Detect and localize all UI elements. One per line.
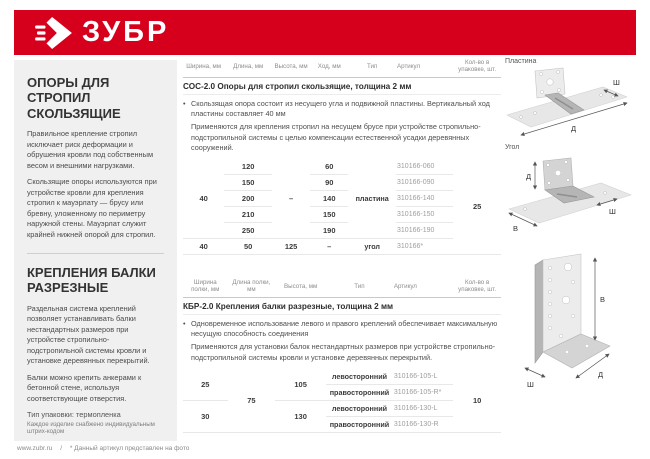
dim-label-width: Ш (613, 78, 620, 87)
cell-type: левосторонний (326, 369, 393, 385)
section1-title: ОПОРЫ ДЛЯ СТРОПИЛ СКОЛЬЗЯЩИЕ (27, 75, 121, 121)
cell-sku: 310166* (396, 239, 453, 255)
cell-stroke: – (310, 239, 348, 255)
packaging-type: Тип упаковки: термопленка (27, 410, 121, 420)
cell-height: – (272, 159, 310, 239)
col-header: Тип (326, 277, 393, 298)
dim-label-height: В (600, 295, 606, 304)
packaging-note: Каждое изделие снабжено индивидуальным штрих-кодом (27, 421, 155, 436)
table-row (183, 159, 501, 175)
cell-flange-width: 30 (183, 400, 228, 432)
product-section-sos (183, 57, 501, 255)
cell-length: 120 (224, 159, 272, 175)
cell-sku: 310166-140 (396, 191, 453, 207)
sidebar-divider (27, 253, 164, 254)
col-header: Ширина, мм (183, 57, 224, 78)
cell-sku: 310166-130-L (393, 400, 453, 416)
cell-qty: 25 (453, 159, 501, 255)
figure-corner-label: Угол (505, 144, 520, 151)
col-header: Ход, мм (310, 57, 348, 78)
col-header: Артикул (396, 57, 453, 78)
col-header: Высота, мм (272, 57, 310, 78)
cell-sku: 310166-190 (396, 223, 453, 239)
cell-length: 200 (224, 191, 272, 207)
figure-corner (505, 144, 636, 238)
cell-stroke: 60 (310, 159, 348, 175)
kbr-table (183, 277, 501, 433)
cell-stroke: 190 (310, 223, 348, 239)
figures-column (505, 58, 636, 406)
col-header: Артикул (393, 277, 453, 298)
table-row (183, 369, 501, 385)
plate-illustration (505, 67, 636, 143)
table-header-row (183, 277, 501, 298)
col-header: Кол-во в упаковке, шт. (453, 277, 501, 298)
cell-type: угол (348, 239, 396, 255)
product-note: Применяются для крепления стропил на несущем брусе при устройстве стропильно-подстропильной системы с целью компенсации естественной усадки деревянных сооружений. (191, 122, 481, 152)
col-header: Тип (348, 57, 396, 78)
cell-sku: 310166-130-R (393, 416, 453, 432)
section2-paragraph-2: Балки можно крепить анкерами к бетонной стене, используя соответствующие отверстия. (27, 372, 142, 403)
cell-type: правосторонний (326, 416, 393, 432)
site-url: www.zubr.ru (17, 445, 53, 452)
figure-plate (505, 58, 636, 144)
product-title-row (183, 298, 501, 315)
product-bullet: • Одновременное использование левого и правого креплений обеспечивает максимальную несущую способность соединения (183, 319, 501, 339)
cell-stroke: 90 (310, 175, 348, 191)
product-notes-row (183, 315, 501, 369)
cell-width: 40 (183, 239, 224, 255)
corner-illustration (505, 153, 636, 239)
product-title: КБР-2.0 Крепления балки разрезные, толщина 2 мм (183, 298, 501, 315)
section1-paragraph-1: Правильное крепление стропил исключает риск деформации и обрушения кровли под собственным весом и внешними нагрузками. (27, 128, 154, 170)
cell-stroke: 150 (310, 207, 348, 223)
col-header: Высота, мм (275, 277, 326, 298)
cell-length: 250 (224, 223, 272, 239)
cell-width: 40 (183, 159, 224, 239)
figure-plate-label: Пластина (505, 58, 537, 65)
cell-sku: 310166-060 (396, 159, 453, 175)
product-title: СОС-2.0 Опоры для стропил скользящие, толщина 2 мм (183, 78, 501, 95)
dim-label-length: Д (526, 172, 532, 181)
cell-stroke: 140 (310, 191, 348, 207)
cell-height: 130 (275, 400, 326, 432)
dim-label-width: Ш (527, 380, 534, 389)
dim-label-height: В (513, 224, 519, 233)
cell-qty: 10 (453, 369, 501, 433)
cell-type: правосторонний (326, 384, 393, 400)
section2-title: КРЕПЛЕНИЯ БАЛКИ РАЗРЕЗНЫЕ (27, 265, 156, 296)
dim-label-width: Ш (609, 207, 616, 216)
cell-type: пластина (348, 159, 396, 239)
cell-sku: 310166-090 (396, 175, 453, 191)
section2-paragraph-1: Раздельная система креплений позволяет устанавливать балки нестандартных размеров при устройстве стропильно-подстропильной системы кровли и установке деревянных перекрытий. (27, 303, 150, 366)
cell-length: 150 (224, 175, 272, 191)
sidebar (14, 60, 177, 441)
zubr-logo-icon (35, 16, 73, 50)
packaging-info (27, 410, 164, 435)
cell-sku: 310166-150 (396, 207, 453, 223)
brand-name: ЗУБР (82, 16, 170, 48)
dim-label-length: Д (571, 124, 577, 133)
dim-label-length: Д (598, 370, 604, 379)
col-header: Длина полки, мм (228, 277, 276, 298)
cell-height: 105 (275, 369, 326, 401)
cell-height: 125 (272, 239, 310, 255)
sos-table (183, 57, 501, 255)
table-header-row (183, 57, 501, 78)
cell-sku: 310166-105-R* (393, 384, 453, 400)
cell-type: левосторонний (326, 400, 393, 416)
product-title-row (183, 78, 501, 95)
page-footer (17, 445, 189, 452)
figure-bracket (505, 246, 636, 406)
product-notes-row (183, 95, 501, 160)
cell-flange-width: 25 (183, 369, 228, 401)
col-header: Ширина полки, мм (183, 277, 228, 298)
col-header: Длина, мм (224, 57, 272, 78)
brand-banner (14, 10, 636, 55)
product-section-kbr (183, 277, 501, 433)
product-note: Применяются для установки балок нестандартных размеров при устройстве стропильно-подстропильной системы кровли и установке деревянных перекрытий. (191, 342, 496, 362)
product-bullet: • Скользящая опора состоит из несущего угла и подвижной пластины. Вертикальный ход пластины составляет 40 мм (183, 99, 501, 119)
main-content (183, 57, 501, 433)
cell-length: 50 (224, 239, 272, 255)
col-header: Кол-во в упаковке, шт. (453, 57, 501, 78)
cell-sku: 310166-105-L (393, 369, 453, 385)
section1-paragraph-2: Скользящие опоры используются при устройстве кровли для крепления стропил к мауэрлату — брусу или бревну, уложенному по периметру наружной стены. Мауэрлат служит крайней нижней опорой для стропил. (27, 177, 157, 239)
footer-note: * Данный артикул представлен на фото (69, 445, 190, 452)
bracket-illustration (505, 246, 636, 398)
cell-flange-length: 75 (228, 369, 276, 433)
cell-length: 210 (224, 207, 272, 223)
footer-separator: / (60, 445, 63, 452)
